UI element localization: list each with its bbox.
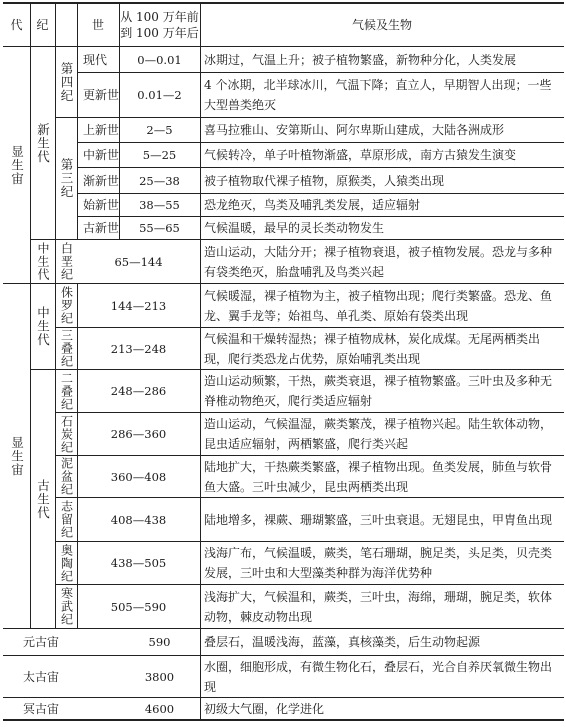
desc-holocene: 冰期过，气温上升；被子植物繁盛，新物种分化，人类发展	[204, 52, 517, 67]
period-jurassic	[55, 284, 77, 327]
period-label: 白垩纪	[59, 242, 74, 281]
range-pliocene: 2—5	[146, 123, 173, 137]
era-label: 古生代	[35, 478, 51, 520]
era-mesozoic-upper	[30, 240, 55, 283]
eon-label: 显生宙	[9, 144, 25, 186]
eon-hadean: 冥古宙	[23, 701, 60, 716]
eon-phanerozoic-upper	[3, 47, 30, 283]
range-holocene: 0—0.01	[137, 52, 182, 67]
range-eocene: 38—55	[139, 198, 180, 212]
period-quaternary	[55, 47, 77, 117]
period-triassic	[55, 328, 77, 369]
range-triassic: 213—248	[110, 341, 167, 356]
desc-ordovician: 浅海广布，气候温暖，蕨类，笔石珊瑚，腕足类，头足类，贝壳类发展，三叶虫和大型藻类种群为海洋优势种	[204, 546, 553, 580]
period-silurian	[55, 498, 77, 541]
era-paleozoic	[30, 370, 55, 628]
range-carboniferous: 286—360	[110, 427, 167, 441]
epoch-pliocene: 上新世	[83, 123, 120, 137]
eon-archean: 太古宙	[23, 669, 60, 684]
era-label: 中生代	[36, 242, 50, 281]
desc-cretaceous: 造山运动，大陆分开；裸子植物衰退，被子植物发展。恐龙与多种有袋类绝灭，胎盘哺乳及鸟类兴起	[204, 244, 553, 279]
eon-proterozoic: 元古宙	[23, 635, 60, 649]
era-mesozoic-lower	[30, 284, 55, 369]
header-time-line2: 到 100 万年后	[120, 25, 199, 40]
period-label: 志留纪	[59, 500, 74, 539]
period-tertiary	[55, 118, 77, 239]
desc-archean: 水圈，细胞形成，有微生物化石，叠层石，光合自养厌氧微生物出现	[204, 659, 553, 694]
epoch-paleocene: 古新世	[83, 221, 120, 235]
period-label: 第四纪	[59, 61, 74, 103]
epoch-eocene: 始新世	[83, 198, 120, 212]
period-label: 寒武纪	[59, 587, 74, 626]
period-devonian	[55, 456, 77, 497]
period-label: 石炭纪	[59, 414, 74, 454]
header-era: 纪	[36, 17, 49, 32]
period-label: 第三纪	[59, 158, 74, 199]
range-cambrian: 505—590	[110, 599, 167, 614]
desc-hadean: 初级大气圈，化学进化	[204, 701, 325, 716]
range-devonian: 360—408	[110, 469, 167, 484]
header-time	[119, 3, 200, 46]
era-label: 中生代	[35, 306, 51, 347]
desc-proterozoic: 叠层石，温暖浅海，蓝藻，真核藻类，后生动物起源	[204, 635, 481, 649]
range-archean: 3800	[144, 669, 175, 684]
range-proterozoic: 590	[148, 635, 171, 649]
desc-triassic: 气候温和干燥转湿热；裸子植物成林，炭化成煤。无尾两栖类出现，爬行类恐龙占优势，原始哺乳类出现	[204, 331, 541, 366]
header-climate: 气候及生物	[351, 17, 412, 32]
desc-miocene: 气候转冷，单子叶植物渐盛，草原形成，南方古猿发生演变	[204, 148, 517, 162]
range-jurassic: 144—213	[110, 298, 167, 313]
header-period	[55, 3, 77, 46]
range-silurian: 408—438	[110, 512, 167, 527]
range-pleistocene: 0.01—2	[137, 88, 182, 102]
header-eon: 代	[10, 17, 23, 32]
desc-carboniferous: 造山运动，气候温湿，蕨类繁茂，裸子植物兴起。陆生软体动物，昆虫适应辐射，两栖繁盛，爬行类兴起	[204, 417, 553, 451]
desc-oligocene: 被子植物取代裸子植物，原猴类，人猿类出现	[204, 173, 445, 188]
epoch-oligocene: 渐新世	[83, 173, 120, 188]
desc-jurassic: 气候暖湿，裸子植物为主，被子植物出现；爬行类繁盛。恐龙、鱼龙、翼手龙等；始祖鸟、单孔类、原始有袋类出现	[204, 288, 553, 323]
desc-paleocene: 气候温暖，最早的灵长类动物发生	[204, 221, 385, 235]
header-epoch: 世	[91, 17, 104, 32]
epoch-pleistocene: 更新世	[83, 88, 120, 102]
era-label: 新生代	[35, 122, 51, 164]
range-oligocene: 25—38	[139, 173, 180, 188]
range-cretaceous: 65—144	[114, 254, 163, 269]
eon-label: 显生宙	[9, 435, 25, 477]
desc-pleistocene: 4 个冰期，北半球冰川，气温下降；直立人，早期智人出现；一些大型兽类绝灭	[204, 78, 552, 112]
range-hadean: 4600	[144, 701, 175, 716]
desc-pliocene: 喜马拉雅山、安第斯山、阿尔卑斯山建成，大陆各洲成形	[204, 123, 505, 137]
desc-devonian: 陆地扩大，干热蕨类繁盛，裸子植物出现。鱼类发展，肺鱼与软骨鱼大盛。三叶虫减少，昆虫两栖类出现	[204, 459, 553, 494]
range-miocene: 5—25	[142, 148, 177, 162]
desc-cambrian: 浅海扩大，气候温和，蕨类，三叶虫，海绵，珊瑚，腕足类，软体动物，棘皮动物出现	[204, 589, 553, 624]
period-cambrian	[55, 585, 77, 628]
era-cenozoic	[30, 47, 55, 239]
desc-silurian: 陆地增多，裸蕨、珊瑚繁盛，三叶虫衰退。无翅昆虫，甲胄鱼出现	[204, 512, 553, 527]
period-label: 侏罗纪	[59, 286, 74, 325]
epoch-miocene: 中新世	[83, 148, 120, 162]
period-label: 奥陶纪	[59, 543, 74, 583]
period-carboniferous	[55, 413, 77, 455]
desc-eocene: 恐龙绝灭，鸟类及哺乳类发展，适应辐射	[204, 198, 421, 212]
period-label: 三叠纪	[59, 329, 74, 368]
epoch-holocene: 现代	[83, 52, 108, 67]
desc-permian: 造山运动频繁，干热，蕨类衰退，裸子植物繁盛。三叶虫及多种无脊椎动物绝灭，爬行类适应辐射	[204, 374, 553, 408]
header-time-line1: 从 100 万年前	[120, 9, 199, 24]
bottom-rule	[3, 719, 564, 721]
period-label: 二叠纪	[59, 371, 74, 411]
period-permian	[55, 370, 77, 412]
period-cretaceous	[55, 240, 77, 283]
period-label: 泥盆纪	[59, 457, 74, 496]
range-paleocene: 55—65	[139, 221, 180, 235]
range-ordovician: 438—505	[110, 556, 167, 570]
eon-phanerozoic-lower	[3, 284, 30, 628]
period-ordovician	[55, 542, 77, 584]
range-permian: 248—286	[110, 384, 167, 398]
